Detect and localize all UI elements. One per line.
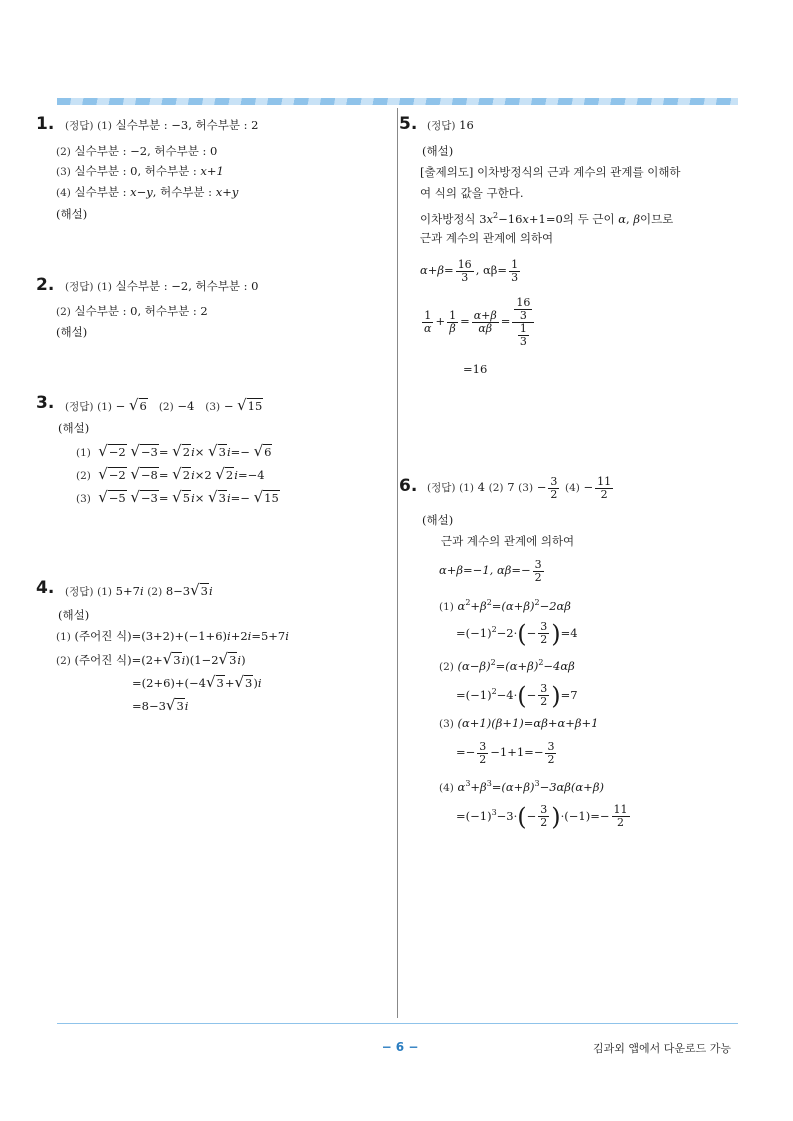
problem-number: 2. [36,275,55,295]
footer-divider [57,1023,738,1024]
answer-line: (정답) (1) 4 (2) 7 (3) − $\frac{3}{2}$ (4) − $\frac{11}{2}$ [427,474,612,501]
radical: √15 [237,396,263,414]
formula-line: α+β= $\frac{16}{3}$ , αβ= $\frac{1}{3}$ [420,257,519,284]
formula-line: $=(-1)^3-3\cdot(-$ $\frac{3}{2}$ )·(−1)=− $\frac{11}{2}$ [456,802,628,831]
explanation-line: (3) √−5 √−3= √5i× √3i=− √15 [76,488,279,506]
formula-line: (1) $\alpha^2+\beta^2=(\alpha+\beta)^2-2\alpha\beta$ [439,598,571,613]
formula-line: =− $\frac{3}{2}$ −1+1=− $\frac{3}{2}$ [456,739,555,766]
explanation-label: (해설) [422,513,454,527]
intent-text: 여 식의 값을 구한다. [420,186,524,200]
formula-line: $=(-1)^2-4\cdot(-$ $\frac{3}{2}$ )=7 [456,681,578,710]
explanation-label: (해설) [56,207,88,221]
compound-fraction: $\frac{\frac{16}{3}}{\frac{1}{3}}$ [512,297,534,348]
intent-text: [출제의도] 이차방정식의 근과 계수의 관계를 이해하 [420,165,681,179]
header-decorative-bar [57,98,738,105]
explanation-label: (해설) [56,325,88,339]
formula-line: $=(-1)^2-2\cdot(-$ $\frac{3}{2}$ )=4 [456,619,578,648]
formula-line: (2) $(\alpha-\beta)^2=(\alpha+\beta)^2-4\alpha\beta$ [439,658,575,673]
problem-number: 1. [36,114,55,134]
answer-line: (정답) (1) 실수부분 : −2, 허수부분 : 0 [65,279,259,293]
formula-line: (4) $\alpha^3+\beta^3=(\alpha+\beta)^3-3\alpha\beta(\alpha+\beta)$ [439,779,604,794]
problem-number: 4. [36,578,55,598]
problem-number: 3. [36,393,55,413]
answer-line: (정답) (1) 실수부분 : −3, 허수부분 : 2 [65,118,259,132]
answer-line: (2) 실수부분 : 0, 허수부분 : 2 [56,304,208,318]
formula-line: α+β=−1, αβ=− $\frac{3}{2}$ [439,557,542,584]
answer-line: (정답) (1) 5+7i (2) 8−3√3i [65,581,213,599]
formula-line: (3) (α+1)(β+1)=αβ+α+β+1 [439,716,599,730]
explanation-line: (2) (주어진 식)=(2+√3i)(1−2√3i) [56,650,246,668]
problem-number: 5. [399,114,418,134]
answer-line: (2) 실수부분 : −2, 허수부분 : 0 [56,144,218,158]
problem-number: 6. [399,476,418,496]
answer-line: (3) 실수부분 : 0, 허수부분 : x+1 [56,164,224,178]
explanation-line: 근과 계수의 관계에 의하여 [441,534,575,548]
radical: √6 [128,396,147,414]
fraction: $\frac{16}{3}$ [457,257,472,284]
explanation-line: 이차방정식 $3x^2-16x+1=0$의 두 근이 α, β이므로 [420,211,674,226]
explanation-line: (1) √−2 √−3= √2i× √3i=− √6 [76,442,272,460]
explanation-line: =(2+6)+(−4√3+√3)i [132,673,262,691]
footer-note: 김과외 앱에서 다운로드 가능 [592,1042,731,1055]
page-number: − 6 − [381,1040,419,1054]
explanation-label: (해설) [58,421,90,435]
explanation-label: (해설) [422,144,454,158]
fraction: $\frac{1}{3}$ [511,257,519,284]
explanation-label: (해설) [58,608,90,622]
explanation-line: =8−3√3i [132,696,189,714]
answer-line: (정답) 16 [427,118,474,132]
explanation-line: (2) √−2 √−8= √2i×2 √2i=−4 [76,465,265,483]
answer-line: (정답) (1) − √6 (2) −4 (3) − √15 [65,396,263,414]
explanation-line: 근과 계수의 관계에 의하여 [420,231,554,245]
result-line: =16 [463,362,488,376]
answer-line: (4) 실수부분 : x−y, 허수부분 : x+y [56,185,239,199]
explanation-line: (1) (주어진 식)=(3+2)+(−1+6)i+2i=5+7i [56,629,289,643]
column-divider [397,108,398,1018]
formula-line: $\frac{1}{\alpha}$ + $\frac{1}{\beta}$ = $\frac{\alpha+\beta}{\alpha\beta}$ = $\frac{\frac{16}{3}}{\frac{1}{3}}$ [420,290,536,352]
